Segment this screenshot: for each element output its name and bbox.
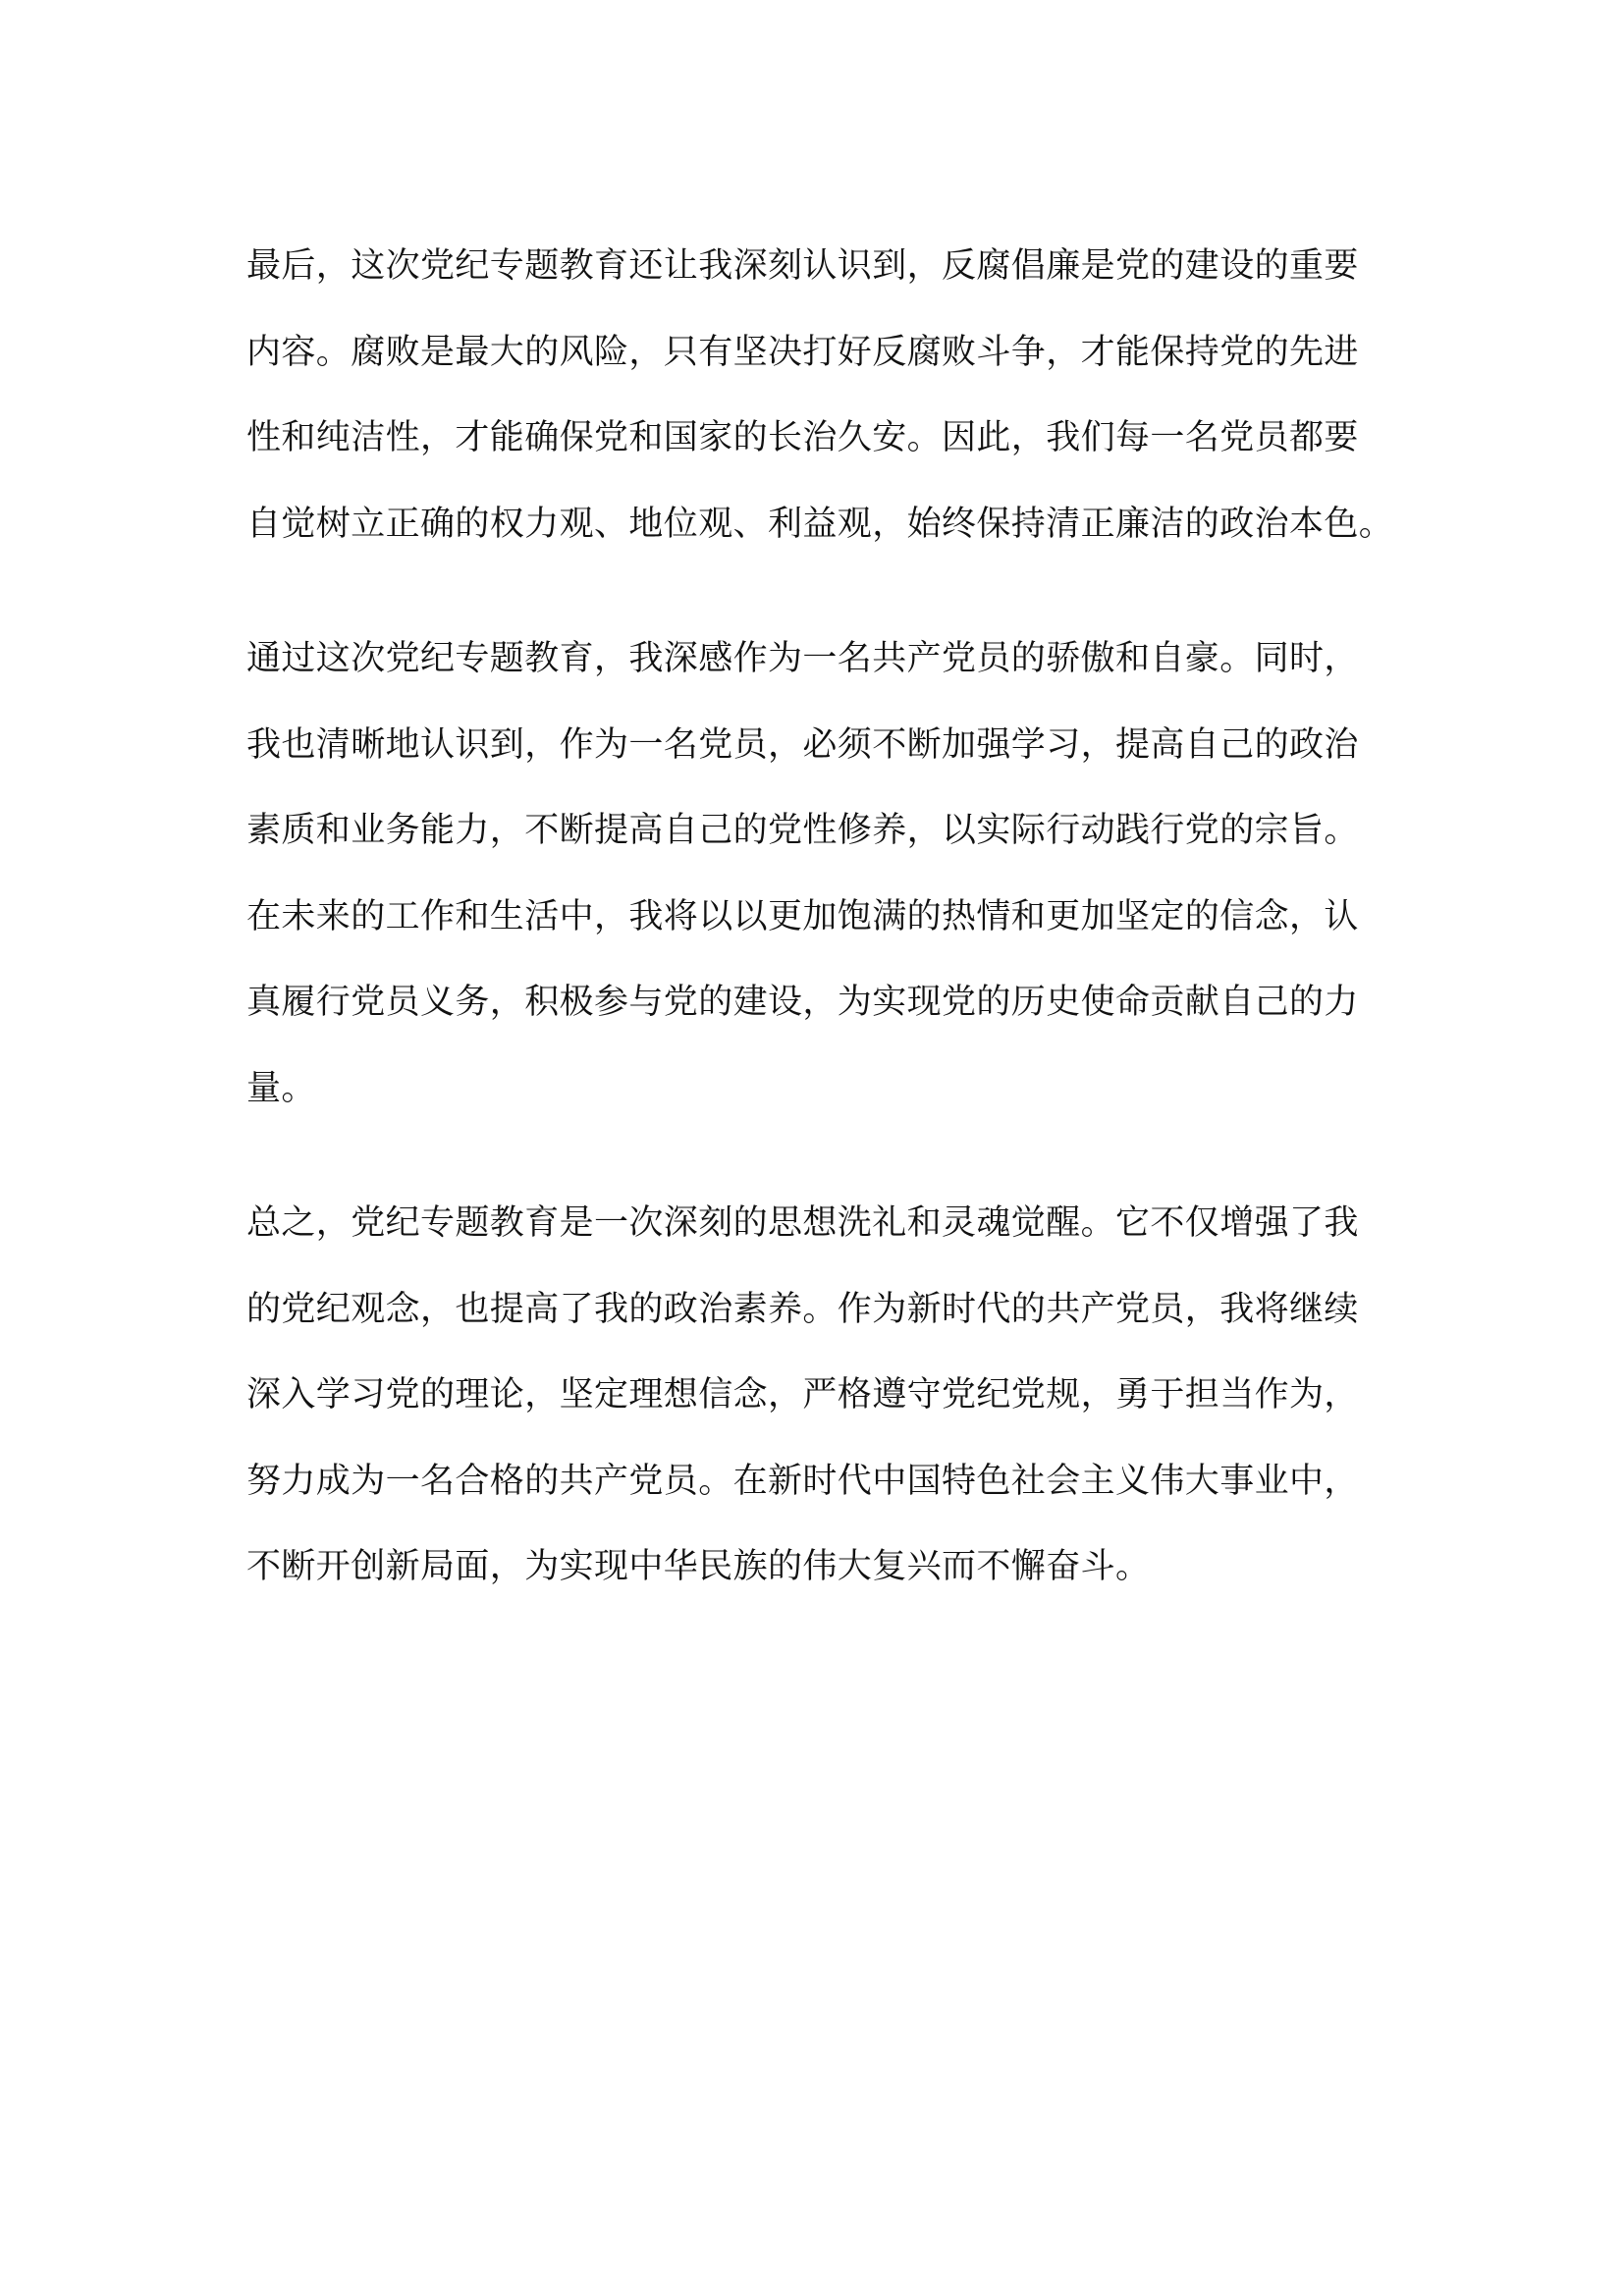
paragraph-line: 我也清晰地认识到，作为一名党员，必须不断加强学习，提高自己的政治 (246, 724, 1359, 765)
paragraph-line: 自觉树立正确的权力观、地位观、利益观，始终保持清正廉洁的政治本色。 (246, 504, 1394, 544)
paragraph-2 (246, 616, 1395, 1132)
paragraph-line: 最后，这次党纪专题教育还让我深刻认识到，反腐倡廉是党的建设的重要 (246, 246, 1359, 286)
paragraph-line: 通过这次党纪专题教育，我深感作为一名共产党员的骄傲和自豪。同时， (246, 639, 1359, 678)
document-body (246, 224, 1395, 1611)
paragraph-line: 性和纯洁性，才能确保党和国家的长治久安。因此，我们每一名党员都要 (246, 418, 1359, 457)
paragraph-1 (246, 224, 1395, 567)
paragraph-line: 量。 (246, 1068, 316, 1108)
paragraph-line: 总之，党纪专题教育是一次深刻的思想洗礼和灵魂觉醒。它不仅增强了我 (246, 1203, 1359, 1243)
paragraph-line: 不断开创新局面，为实现中华民族的伟大复兴而不懈奋斗。 (246, 1547, 1151, 1586)
paragraph-spacer (246, 567, 1395, 616)
paragraph-3 (246, 1181, 1395, 1611)
paragraph-spacer (246, 1132, 1395, 1181)
paragraph-line: 素质和业务能力，不断提高自己的党性修养，以实际行动践行党的宗旨。 (246, 811, 1359, 850)
paragraph-line: 内容。腐败是最大的风险，只有坚决打好反腐败斗争，才能保持党的先进 (246, 332, 1359, 372)
paragraph-line: 真履行党员义务，积极参与党的建设，为实现党的历史使命贡献自己的力 (246, 983, 1359, 1022)
paragraph-line: 在未来的工作和生活中，我将以以更加饱满的热情和更加坚定的信念，认 (246, 896, 1359, 936)
paragraph-line: 深入学习党的理论，坚定理想信念，严格遵守党纪党规，勇于担当作为， (246, 1375, 1359, 1415)
paragraph-line: 的党纪观念，也提高了我的政治素养。作为新时代的共产党员，我将继续 (246, 1289, 1359, 1329)
paragraph-line: 努力成为一名合格的共产党员。在新时代中国特色社会主义伟大事业中， (246, 1461, 1359, 1501)
